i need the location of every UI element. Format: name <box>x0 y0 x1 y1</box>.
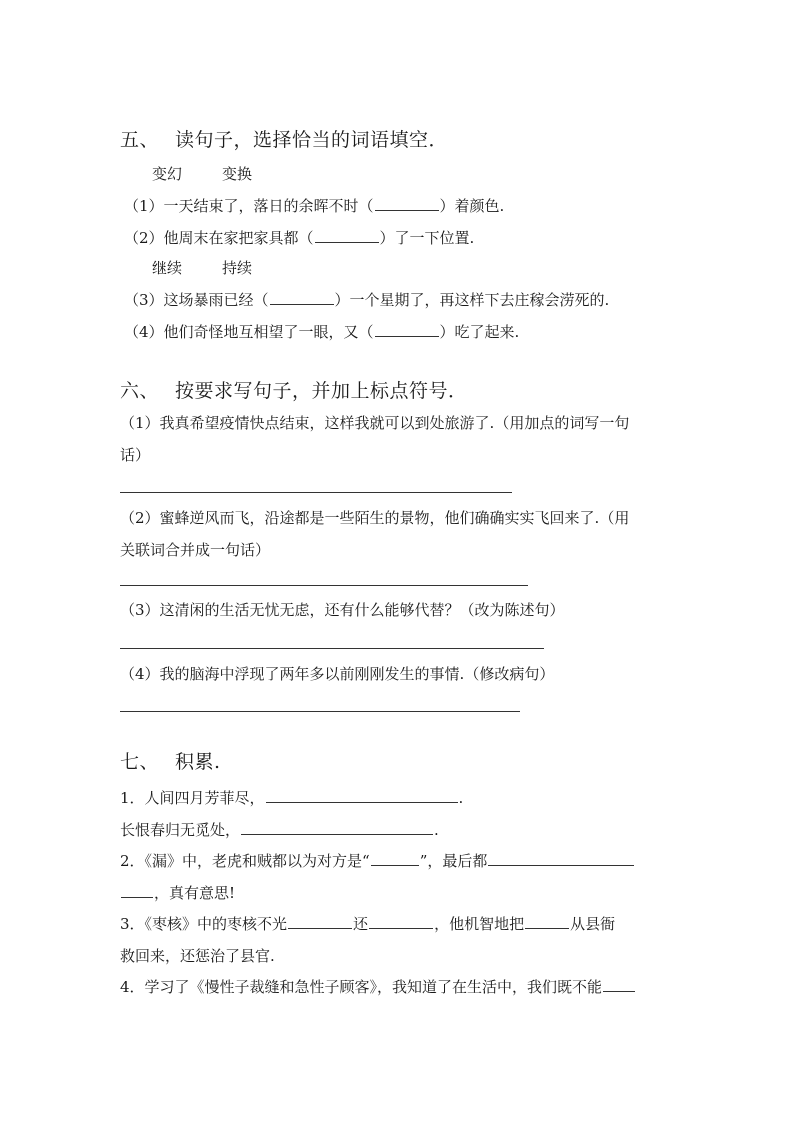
q-text: 2．《漏》中，老虎和贼都以为对方是“ <box>120 852 370 870</box>
answer-blank[interactable] <box>375 196 439 211</box>
answer-blank[interactable] <box>603 977 635 992</box>
section-7-title: 积累. <box>175 751 221 773</box>
answer-line[interactable] <box>120 492 512 493</box>
word-choice: 变幻 <box>152 165 183 183</box>
section-7-number: 七、 <box>120 751 160 773</box>
s5-question-3 <box>124 290 609 310</box>
q-text: ）着颜色. <box>439 197 505 215</box>
answer-blank[interactable] <box>525 914 569 929</box>
answer-line[interactable] <box>120 711 520 712</box>
q-text: 还 <box>353 915 369 933</box>
s5-question-2 <box>124 228 474 248</box>
q-text: （1）一天结束了，落日的余晖不时（ <box>124 197 374 215</box>
q-text: （4）他们奇怪地互相望了一眼，又（ <box>124 323 374 341</box>
s7-line-3 <box>120 851 635 871</box>
answer-blank[interactable] <box>369 914 433 929</box>
answer-blank[interactable] <box>315 228 379 243</box>
q-text: ”，最后都 <box>419 852 488 870</box>
word-choice: 变换 <box>222 165 253 183</box>
s7-line-7 <box>120 977 636 997</box>
section-6-number: 六、 <box>120 380 160 402</box>
q-text: （2）他周末在家把家具都（ <box>124 229 314 247</box>
q-text: ，真有意思! <box>154 884 236 902</box>
q-text: ，他机智地把 <box>434 915 525 933</box>
answer-blank[interactable] <box>288 914 352 929</box>
answer-blank[interactable] <box>270 290 334 305</box>
answer-blank[interactable] <box>121 883 153 898</box>
answer-line[interactable] <box>120 648 544 649</box>
answer-line[interactable] <box>120 585 528 586</box>
s6-question-4: （4）我的脑海中浮现了两年多以前刚刚发生的事情.（修改病句） <box>120 665 555 683</box>
s7-line-1 <box>120 788 463 808</box>
word-choices-a <box>152 164 252 184</box>
q-text: ）吃了起来. <box>439 323 520 341</box>
s6-question-1-line-1: （1）我真希望疫情快点结束，这样我就可以到处旅游了.（用加点的词写一句 <box>120 414 630 432</box>
q-text: 长恨春归无觅处， <box>120 821 241 839</box>
q-text: . <box>434 821 439 839</box>
q-text: . <box>458 789 464 807</box>
answer-blank[interactable] <box>375 322 439 337</box>
answer-blank[interactable] <box>266 788 458 803</box>
s6-question-3: （3）这清闲的生活无忧无虑，还有什么能够代替？（改为陈述句） <box>120 601 565 619</box>
q-text: 3．《枣核》中的枣核不光 <box>120 915 288 933</box>
word-choices-b <box>152 258 252 278</box>
answer-blank[interactable] <box>488 851 634 866</box>
s7-line-4 <box>120 883 235 903</box>
s6-question-2-line-2: 关联词合并成一句话） <box>120 541 271 559</box>
s6-question-1-line-2: 话） <box>120 446 151 464</box>
q-text: 从县衙 <box>570 915 616 933</box>
q-text: ）一个星期了，再这样下去庄稼会涝死的. <box>334 291 610 309</box>
section-5-heading <box>120 127 448 153</box>
s5-question-1 <box>124 196 504 216</box>
answer-blank[interactable] <box>371 851 419 866</box>
word-choice: 继续 <box>152 259 183 277</box>
q-text: ）了一下位置. <box>379 229 475 247</box>
q-text: 4．学习了《慢性子裁缝和急性子顾客》，我知道了在生活中，我们既不能 <box>120 978 603 996</box>
word-choice: 持续 <box>222 259 253 277</box>
section-6-title: 按要求写句子，并加上标点符号． <box>175 380 468 402</box>
answer-blank[interactable] <box>241 820 433 835</box>
s6-question-2-line-1: （2）蜜蜂逆风而飞，沿途都是一些陌生的景物，他们确确实实飞回来了.（用 <box>120 509 630 527</box>
section-5-number: 五、 <box>120 129 160 151</box>
s7-line-6: 救回来，还惩治了县官. <box>120 947 275 965</box>
section-6-heading <box>120 378 468 404</box>
s5-question-4 <box>124 322 519 342</box>
q-text: （3）这场暴雨已经（ <box>124 291 269 309</box>
q-text: 1．人间四月芳菲尽， <box>120 789 265 807</box>
section-5-title: 读句子，选择恰当的词语填空． <box>175 129 449 151</box>
s7-line-2 <box>120 820 439 840</box>
section-7-heading <box>120 749 221 775</box>
s7-line-5 <box>120 914 615 934</box>
